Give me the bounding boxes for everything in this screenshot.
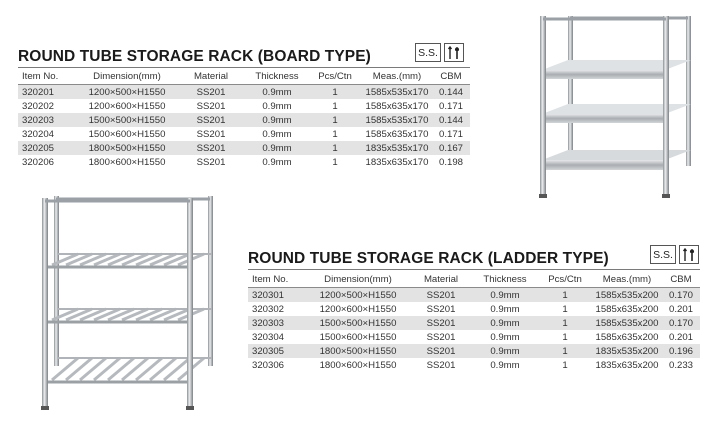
table-cell: 0.9mm	[472, 288, 538, 303]
table-cell: SS201	[410, 316, 472, 330]
ladder-section-title: ROUND TUBE STORAGE RACK (LADDER TYPE)	[248, 250, 609, 267]
table-cell: 0.9mm	[472, 316, 538, 330]
board-spec-table	[18, 69, 470, 169]
table-cell: 1	[538, 316, 592, 330]
table-cell: 320302	[252, 303, 285, 315]
table-cell: 1800×600×H1550	[88, 156, 166, 168]
table-cell: 320301	[248, 288, 306, 303]
table-cell: 1500×500×H1550	[306, 316, 410, 330]
table-cell: 1	[308, 85, 362, 100]
table-cell: 1500×600×H1550	[88, 128, 166, 140]
table-cell: 1	[332, 100, 338, 112]
ladder-title-rule	[248, 269, 700, 270]
table-cell: 320303	[248, 316, 306, 330]
ladder-spec-table	[248, 272, 700, 372]
table-cell: 1	[538, 288, 592, 303]
table-cell: 1500×500×H1550	[78, 113, 176, 127]
table-cell: 1	[562, 359, 568, 371]
table-cell: 0.167	[432, 141, 470, 155]
ladder-rack-image	[30, 190, 225, 415]
table-row	[18, 155, 470, 169]
table-cell: 0.9mm	[472, 344, 538, 358]
table-cell: 0.9mm	[262, 156, 292, 168]
board-title-rule	[18, 67, 470, 68]
table-cell: 1585x635x200	[595, 331, 659, 343]
table-cell: 0.171	[438, 128, 463, 140]
table-cell: 1585x635x170	[365, 128, 429, 140]
table-row	[18, 85, 470, 100]
column-header: Material	[410, 272, 472, 288]
table-cell: SS201	[176, 85, 246, 100]
table-cell: 1200×600×H1550	[319, 303, 397, 315]
table-row	[248, 330, 700, 344]
table-header-row	[248, 272, 700, 288]
table-row	[248, 302, 700, 316]
column-header: CBM	[432, 69, 470, 85]
table-cell: 0.233	[668, 359, 693, 371]
tools-icon	[444, 43, 464, 62]
table-cell: 0.144	[432, 113, 470, 127]
table-cell: 0.9mm	[262, 100, 292, 112]
table-cell: 0.198	[438, 156, 463, 168]
table-cell: SS201	[196, 156, 226, 168]
table-cell: 0.9mm	[490, 359, 520, 371]
table-cell: 0.9mm	[490, 303, 520, 315]
table-cell: 1800×500×H1550	[306, 344, 410, 358]
table-cell: SS201	[410, 288, 472, 303]
table-row	[248, 344, 700, 358]
table-cell: 0.170	[662, 316, 700, 330]
table-cell: 0.9mm	[490, 331, 520, 343]
table-cell: 0.171	[438, 100, 463, 112]
table-row	[248, 288, 700, 303]
table-row	[18, 141, 470, 155]
table-cell: 0.170	[662, 288, 700, 303]
table-cell: 0.144	[432, 85, 470, 100]
column-header: Item No.	[18, 69, 78, 85]
stainless-steel-icon: S.S.	[415, 43, 441, 62]
table-row	[18, 127, 470, 141]
table-cell: SS201	[426, 359, 456, 371]
board-feature-icons	[415, 43, 464, 62]
stainless-steel-icon: S.S.	[650, 245, 676, 264]
table-cell: 1	[562, 331, 568, 343]
table-cell: 1200×600×H1550	[88, 100, 166, 112]
table-cell: 1	[332, 128, 338, 140]
table-cell: 320306	[252, 359, 285, 371]
column-header: Meas.(mm)	[592, 272, 662, 288]
table-cell: 1585x635x170	[365, 100, 429, 112]
column-header: Material	[176, 69, 246, 85]
table-row	[18, 99, 470, 113]
column-header: Item No.	[248, 272, 306, 288]
column-header: Dimension(mm)	[78, 69, 176, 85]
table-cell: 320203	[18, 113, 78, 127]
table-row	[248, 358, 700, 372]
table-cell: 1	[538, 344, 592, 358]
table-cell: 1835x535x170	[362, 141, 432, 155]
table-cell: 320206	[22, 156, 55, 168]
table-header-row	[18, 69, 470, 85]
table-cell: 320201	[18, 85, 78, 100]
table-cell: 1835x635x170	[365, 156, 429, 168]
table-cell: 1	[308, 113, 362, 127]
column-header: Pcs/Ctn	[538, 272, 592, 288]
table-cell: 1800×600×H1550	[319, 359, 397, 371]
ladder-feature-icons	[650, 245, 699, 264]
column-header: Pcs/Ctn	[308, 69, 362, 85]
table-cell: SS201	[176, 113, 246, 127]
table-cell: 1585x535x170	[362, 113, 432, 127]
table-cell: 1585x535x170	[362, 85, 432, 100]
table-cell: SS201	[410, 344, 472, 358]
table-cell: 0.9mm	[246, 85, 308, 100]
board-section-title: ROUND TUBE STORAGE RACK (BOARD TYPE)	[18, 48, 371, 65]
table-cell: 320204	[22, 128, 55, 140]
table-cell: 0.201	[668, 303, 693, 315]
column-header: Thickness	[472, 272, 538, 288]
table-cell: 1585x535x200	[592, 288, 662, 303]
table-row	[18, 113, 470, 127]
table-cell: 1	[308, 141, 362, 155]
column-header: CBM	[662, 272, 700, 288]
table-cell: 0.9mm	[246, 141, 308, 155]
tools-icon	[679, 245, 699, 264]
table-cell: SS201	[176, 141, 246, 155]
table-cell: 1500×600×H1550	[319, 331, 397, 343]
table-cell: 1585x535x200	[592, 316, 662, 330]
table-cell: SS201	[196, 100, 226, 112]
table-cell: 1835x535x200	[592, 344, 662, 358]
table-cell: 0.9mm	[262, 128, 292, 140]
table-cell: 320202	[22, 100, 55, 112]
table-cell: 320304	[252, 331, 285, 343]
table-cell: 1200×500×H1550	[306, 288, 410, 303]
table-cell: 1	[562, 303, 568, 315]
table-cell: 1200×500×H1550	[78, 85, 176, 100]
table-cell: 320205	[18, 141, 78, 155]
table-cell: 0.196	[662, 344, 700, 358]
board-rack-image	[528, 10, 698, 205]
column-header: Thickness	[246, 69, 308, 85]
column-header: Meas.(mm)	[362, 69, 432, 85]
table-cell: 320305	[248, 344, 306, 358]
table-cell: 0.9mm	[246, 113, 308, 127]
table-cell: SS201	[426, 303, 456, 315]
table-cell: 1835x635x200	[595, 359, 659, 371]
table-cell: SS201	[426, 331, 456, 343]
table-cell: 1	[332, 156, 338, 168]
column-header: Dimension(mm)	[306, 272, 410, 288]
table-cell: 1800×500×H1550	[78, 141, 176, 155]
table-cell: 0.201	[668, 331, 693, 343]
table-cell: SS201	[196, 128, 226, 140]
table-cell: 1585x635x200	[595, 303, 659, 315]
table-row	[248, 316, 700, 330]
